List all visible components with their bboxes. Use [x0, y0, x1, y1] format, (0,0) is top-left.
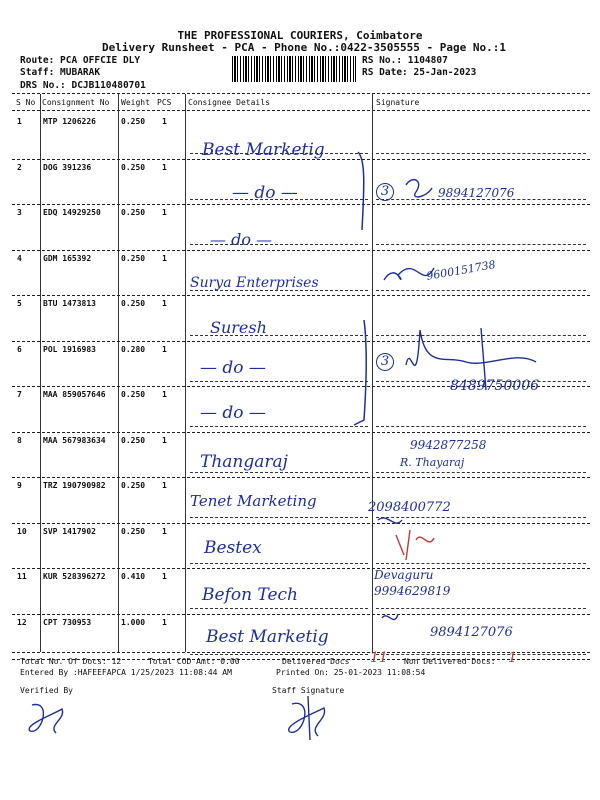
divider: [12, 110, 590, 111]
row-sno: 6: [17, 344, 22, 354]
row-pcs: 1: [162, 390, 167, 399]
handwritten-consignee: Surya Enterprises: [190, 275, 319, 291]
non-delivered-count: 1: [508, 650, 517, 666]
handwritten-consignee: Suresh: [210, 318, 267, 337]
row-weight: 0.410: [121, 572, 146, 581]
consignee-line: [190, 563, 368, 564]
total-cod: Total COD Amt: 0.00: [148, 657, 240, 666]
row-consignment-no: POL 1916983: [43, 344, 96, 354]
signature-line: [376, 654, 586, 655]
row-weight: 0.250: [121, 526, 146, 536]
circled-number: 3: [376, 353, 394, 371]
staff-signature-label: Staff Signature: [272, 686, 345, 695]
handwritten-phone: 9994629819: [374, 584, 451, 598]
handwritten-consignee: Bestex: [204, 538, 262, 558]
row-pcs: 1: [162, 162, 167, 172]
row-consignment-no: MAA 567983634: [43, 435, 106, 445]
drs-number: DRS No.: DCJB110480701: [20, 80, 146, 91]
staff-label: Staff: MUBARAK: [20, 67, 101, 78]
handwritten-phone: 8489750006: [450, 378, 540, 394]
row-consignment-no: BTU 1473813: [43, 299, 96, 308]
row-consignment-no: GDM 165392: [43, 253, 92, 263]
col-weight: Weight: [121, 98, 150, 107]
row-weight: 0.250: [121, 390, 146, 399]
row-consignment-no: EDQ 14929250: [43, 208, 101, 217]
row-pcs: 1: [162, 572, 167, 581]
rs-date: RS Date: 25-Jan-2023: [362, 67, 477, 78]
divider: [12, 93, 590, 94]
consignee-line: [190, 654, 368, 655]
consignee-line: [190, 517, 368, 518]
row-consignment-no: TRZ 190790982: [43, 481, 106, 490]
row-weight: 0.250: [121, 253, 146, 263]
row-sno: 9: [17, 481, 22, 490]
row-pcs: 1: [162, 481, 167, 490]
col-consignee: Consignee Details: [188, 98, 270, 107]
row-pcs: 1: [162, 344, 167, 354]
signature-scribbles: [376, 140, 586, 650]
row-weight: 0.250: [121, 208, 146, 217]
row-sno: 12: [17, 617, 27, 627]
handwritten-name: Devaguru: [374, 568, 434, 582]
row-weight: 0.250: [121, 481, 146, 490]
row-sno: 5: [17, 299, 22, 308]
consignee-line: [190, 381, 368, 382]
row-pcs: 1: [162, 299, 167, 308]
consignee-line: [190, 608, 368, 609]
row-pcs: 1: [162, 208, 167, 217]
row-pcs: 1: [162, 435, 167, 445]
staff-signature: [278, 692, 338, 742]
row-weight: 0.250: [121, 117, 146, 126]
row-consignment-no: MAA 859057646: [43, 390, 106, 399]
delivered-docs-count: 11: [370, 650, 388, 666]
barcode: [232, 56, 356, 82]
row-sno: 3: [17, 208, 22, 217]
printed-on: Printed On: 25-01-2023 11:08:54: [276, 668, 426, 677]
col-signature: Signature: [376, 98, 420, 107]
verified-signature: [22, 695, 72, 740]
divider: [12, 652, 590, 653]
row-pcs: 1: [162, 526, 167, 536]
row-weight: 0.250: [121, 162, 146, 172]
row-pcs: 1: [162, 253, 167, 263]
handwritten-consignee: Tenet Marketing: [190, 492, 317, 510]
row-sno: 1: [17, 117, 22, 126]
handwritten-name: R. Thayaraj: [400, 456, 465, 469]
rs-number: RS No.: 1104807: [362, 55, 448, 66]
row-consignment-no: CPT 730953: [43, 617, 92, 627]
row-sno: 2: [17, 162, 22, 172]
handwritten-consignee: Befon Tech: [202, 585, 298, 605]
handwritten-consignee: Best Marketig: [202, 140, 325, 160]
row-sno: 7: [17, 390, 22, 399]
row-sno: 11: [17, 572, 27, 581]
non-delivered-label: Non Delivered Docs:: [404, 657, 496, 666]
handwritten-phone: 2098400772: [368, 500, 451, 515]
row-consignment-no: DOG 391236: [43, 162, 92, 172]
consignee-line: [190, 426, 368, 427]
row-sno: 8: [17, 435, 22, 445]
verified-by-label: Verified By: [20, 686, 73, 695]
handwritten-phone: 9600151738: [425, 258, 497, 283]
handwritten-phone: 9894127076: [430, 625, 513, 640]
handwritten-consignee: — do —: [210, 230, 273, 249]
handwritten-consignee: — do —: [200, 358, 266, 378]
row-consignment-no: MTP 1206226: [43, 117, 96, 126]
runsheet-subtitle: Delivery Runsheet - PCA - Phone No.:0422-3505555 - Page No.:1: [102, 41, 506, 54]
handwritten-consignee: Best Marketig: [206, 627, 329, 647]
total-docs: Total No. Of Docs: 12: [20, 657, 122, 666]
row-sno: 4: [17, 253, 22, 263]
company-title: THE PROFESSIONAL COURIERS, Coimbatore: [177, 29, 423, 42]
row-pcs: 1: [162, 617, 167, 627]
row-weight: 0.250: [121, 299, 146, 308]
col-consignment: Consignment No: [42, 98, 110, 107]
row-weight: 0.250: [121, 435, 146, 445]
handwritten-consignee: — do —: [200, 403, 266, 423]
entered-by: Entered By :HAFEEFAPCA 1/25/2023 11:08:44 AM: [20, 668, 232, 677]
row-pcs: 1: [162, 117, 167, 126]
row-sno: 10: [17, 526, 27, 536]
row-weight: 0.280: [121, 344, 146, 354]
col-pcs: PCS: [157, 98, 172, 107]
col-sno: S No: [16, 98, 36, 107]
row-consignment-no: KUR 528396272: [43, 572, 106, 581]
row-consignment-no: SVP 1417902: [43, 526, 96, 536]
handwritten-phone: 9894127076: [438, 186, 515, 200]
route-label: Route: PCA OFFCIE DLY: [20, 55, 141, 66]
handwritten-phone: 9942877258: [410, 438, 487, 452]
row-weight: 1.000: [121, 617, 146, 627]
handwritten-consignee: Thangaraj: [200, 452, 288, 472]
delivered-docs-label: Delivered Docs: [282, 657, 350, 666]
circled-number: 3: [376, 183, 394, 201]
handwritten-consignee: — do —: [232, 183, 298, 203]
